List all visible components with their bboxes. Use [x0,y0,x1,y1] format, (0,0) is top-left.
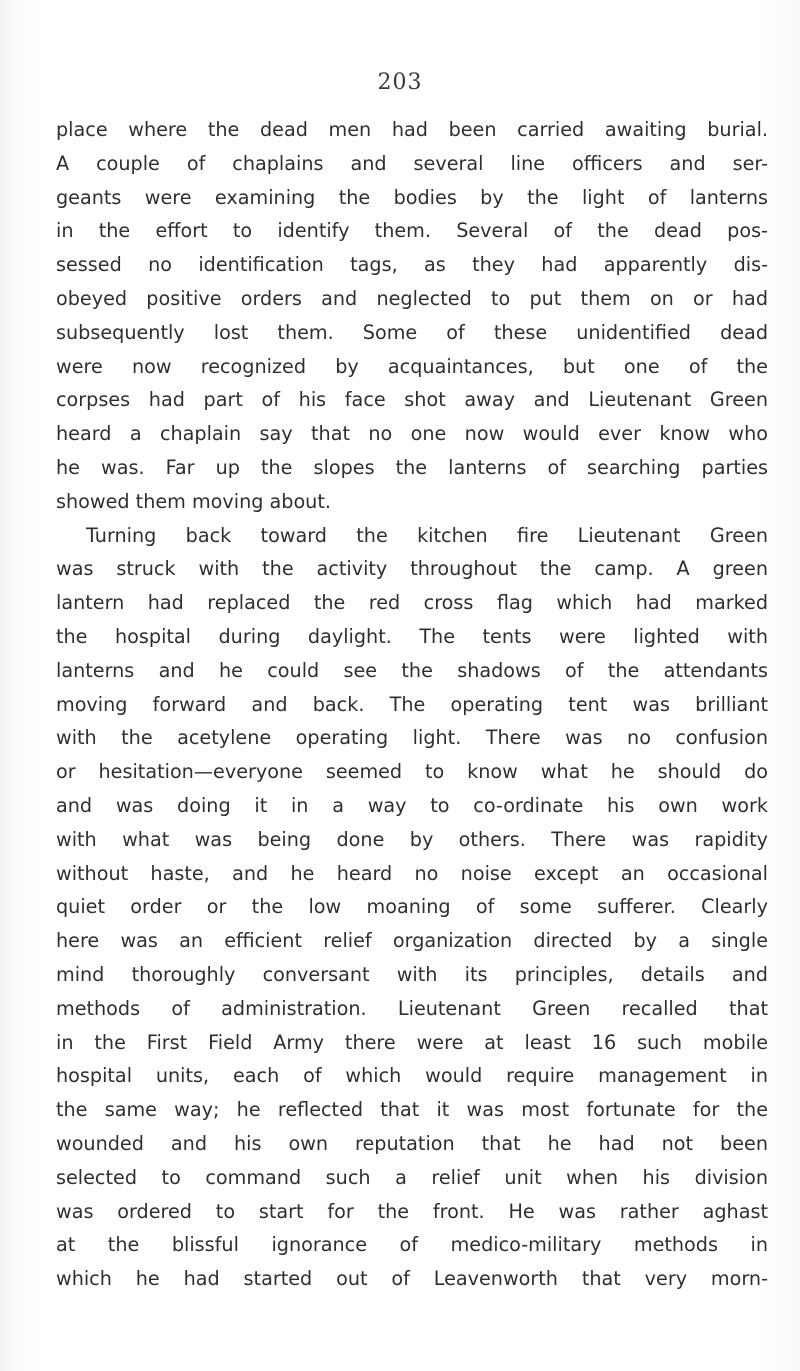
text-line: obeyed positive orders and neglected to put them on or had [56,286,768,310]
text-line: place where the dead men had been carried awaiting burial. [56,118,768,141]
text-line: in the First Field Army there were at least 16 such mobile [56,1030,768,1054]
text-line: moving forward and back. The operating tent was brilliant [56,692,768,716]
text-line: quiet order or the low moaning of some sufferer. Clearly [56,895,768,919]
text-line: and was doing it in a way to co-ordinate his own work [56,793,768,817]
text-line: heard a chaplain say that no one now would ever know who [56,422,768,446]
text-line: were now recognized by acquaintances, but one of the [56,354,768,378]
text-line: he was. Far up the slopes the lanterns of searching parties [56,455,768,479]
text-line: Turning back toward the kitchen fire Lieutenant Green [86,523,768,547]
text-line: at the blissful ignorance of medico-military methods in [56,1233,768,1257]
text-line: mind thoroughly conversant with its principles, details and [56,962,768,986]
text-line: geants were examining the bodies by the light of lanterns [56,185,768,209]
text-line: was ordered to start for the front. He was rather aghast [56,1199,768,1223]
text-line: corpses had part of his face shot away and Lieutenant Green [56,388,768,412]
text-line: here was an efficient relief organization directed by a single [56,929,768,953]
text-line: the same way; he reflected that it was most fortunate for the [56,1098,768,1122]
text-line: selected to command such a relief unit when his division [56,1165,768,1189]
text-line: with the acetylene operating light. There was no confusion [56,726,768,750]
text-line: A couple of chaplains and several line officers and ser- [56,151,768,175]
text-line: wounded and his own reputation that he had not been [56,1131,768,1155]
text-line: in the effort to identify them. Several of the dead pos- [56,219,768,243]
text-line: subsequently lost them. Some of these unidentified dead [56,320,768,344]
page-number: 203 [377,70,423,95]
text-line: or hesitation—everyone seemed to know what he should do [56,760,768,784]
text-line: showed them moving about. [56,489,331,513]
text-line: was struck with the activity throughout the camp. A green [56,557,768,581]
text-line: without haste, and he heard no noise except an occasional [56,861,768,885]
text-line: which he had started out of Leavenworth that very morn- [56,1267,768,1291]
text-line: lanterns and he could see the shadows of the attendants [56,658,768,682]
text-line: sessed no identification tags, as they had apparently dis- [56,253,768,277]
text-line: methods of administration. Lieutenant Green recalled that [56,996,768,1020]
text-line: the hospital during daylight. The tents were lighted with [56,624,768,648]
text-line: lantern had replaced the red cross flag which had marked [56,591,768,615]
text-line: hospital units, each of which would require management in [56,1064,768,1088]
body-text [56,113,768,1296]
text-line: with what was being done by others. There was rapidity [56,827,768,851]
